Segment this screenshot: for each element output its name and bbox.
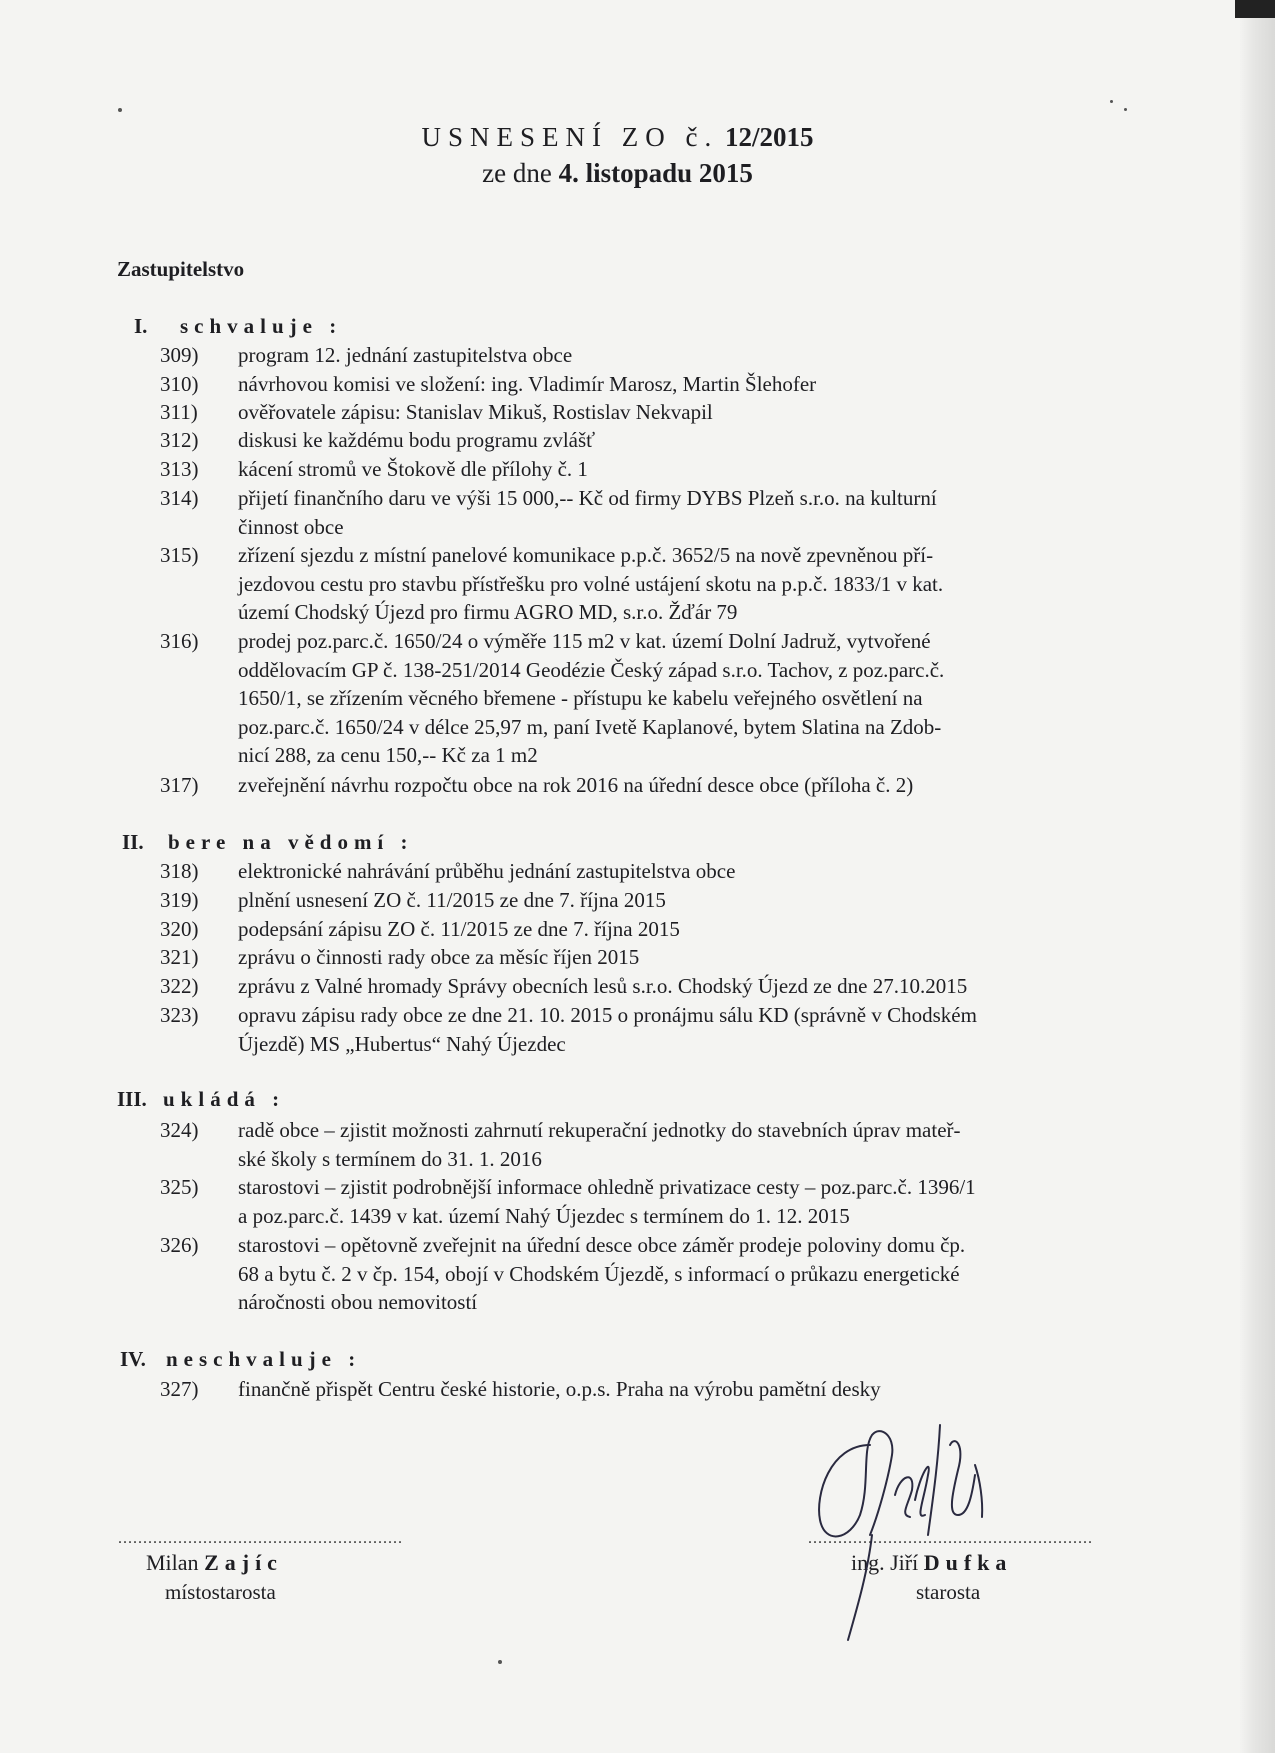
resolution-item xyxy=(160,341,1160,370)
item-number: 316) xyxy=(160,629,199,653)
item-text: plnění usnesení ZO č. 11/2015 ze dne 7. října 2015 xyxy=(238,888,666,912)
resolution-item xyxy=(160,915,1160,944)
signatory-last-name: Dufka xyxy=(923,1550,1013,1575)
item-number: 313) xyxy=(160,457,199,481)
section-label: ukládá : xyxy=(163,1087,286,1111)
resolution-item xyxy=(160,886,1160,915)
signature-line-left: ......................................................... xyxy=(118,1530,403,1547)
item-number: 326) xyxy=(160,1233,199,1257)
resolution-item xyxy=(160,370,1160,399)
section-heading xyxy=(122,830,414,855)
scan-corner-mark xyxy=(1235,0,1275,18)
resolution-item xyxy=(160,1001,1160,1058)
resolution-item xyxy=(160,426,1160,455)
section-numeral: III. xyxy=(117,1087,147,1111)
item-text: návrhovou komisi ve složení: ing. Vladimír Marosz, Martin Šlehofer xyxy=(238,372,817,396)
item-number: 310) xyxy=(160,372,199,396)
resolution-item xyxy=(160,541,1160,627)
section-numeral: I. xyxy=(134,314,148,338)
item-text: opravu zápisu rady obce ze dne 21. 10. 2015 o pronájmu sálu KD (správně v Chodském Újezdě) MS „Hubertus“ Nahý Újezdec xyxy=(238,1003,977,1056)
item-text: zveřejnění návrhu rozpočtu obce na rok 2016 na úřední desce obce (příloha č. 2) xyxy=(238,773,914,797)
item-number: 321) xyxy=(160,945,199,969)
resolution-item xyxy=(160,1231,1160,1317)
item-text: starostovi – zjistit podrobnější informace ohledně privatizace cesty – poz.parc.č. 1396/1 a poz.parc.č. 1439 v kat. území Nahý Újezdec s termínem do 1. 12. 2015 xyxy=(238,1175,976,1228)
date-value: 4. listopadu 2015 xyxy=(558,158,753,188)
resolution-item xyxy=(160,771,1160,800)
resolution-item xyxy=(160,857,1160,886)
item-text: diskusi ke každému bodu programu zvlášť xyxy=(238,428,596,452)
section-label: schvaluje : xyxy=(180,314,343,338)
section-heading xyxy=(117,1087,285,1112)
scan-speck xyxy=(498,1660,502,1664)
item-number: 315) xyxy=(160,543,199,567)
item-text: program 12. jednání zastupitelstva obce xyxy=(238,343,573,367)
item-number: 327) xyxy=(160,1377,199,1401)
scan-speck xyxy=(1110,100,1113,103)
item-number: 317) xyxy=(160,773,199,797)
resolution-item xyxy=(160,1116,1160,1173)
council-heading: Zastupitelstvo xyxy=(117,257,245,281)
item-text: zřízení sjezdu z místní panelové komunikace p.p.č. 3652/5 na nově zpevněnou pří- jezdovou cestu pro stavbu přístřešku pro volné ustájení skotu na p.p.č. 1833/1 v kat. území Chodský Újezd pro firmu AGRO MD, s.r.o. Žďár 79 xyxy=(238,543,944,624)
section-heading xyxy=(134,314,342,339)
item-text: zprávu z Valné hromady Správy obecních lesů s.r.o. Chodský Újezd ze dne 27.10.2015 xyxy=(238,974,968,998)
section-label: neschvaluje : xyxy=(166,1347,362,1371)
resolution-item xyxy=(160,1375,1160,1404)
item-text: zprávu o činnosti rady obce za měsíc říjen 2015 xyxy=(238,945,640,969)
resolution-item xyxy=(160,484,1160,541)
signatory-first-name: ing. Jiří xyxy=(851,1550,919,1575)
scan-speck xyxy=(1124,108,1127,111)
item-text: přijetí finančního daru ve výši 15 000,-- Kč od firmy DYBS Plzeň s.r.o. na kulturní činnost obce xyxy=(238,486,937,539)
item-text: starostovi – opětovně zveřejnit na úřední desce obce záměr prodeje poloviny domu čp. 68 a bytu č. 2 v čp. 154, obojí v Chodském Újezdě, s informací o průkazu energetické náročnosti obou nemovitostí xyxy=(238,1233,966,1314)
item-number: 324) xyxy=(160,1118,199,1142)
handwritten-signature xyxy=(800,1405,1060,1645)
section-numeral: IV. xyxy=(120,1347,146,1371)
item-text: kácení stromů ve Štokově dle přílohy č. 1 xyxy=(238,457,588,481)
scan-speck xyxy=(118,108,122,112)
item-number: 320) xyxy=(160,917,199,941)
item-number: 322) xyxy=(160,974,199,998)
signatory-first-name: Milan xyxy=(146,1550,199,1575)
scan-edge-shadow xyxy=(1239,0,1275,1753)
item-text: ověřovatele zápisu: Stanislav Mikuš, Rostislav Nekvapil xyxy=(238,400,713,424)
signatory-right-role: starosta xyxy=(916,1580,981,1604)
item-text: radě obce – zjistit možnosti zahrnutí rekuperační jednotky do stavebních úprav mateř- ské školy s termínem do 31. 1. 2016 xyxy=(238,1118,961,1171)
section-numeral: II. xyxy=(122,830,144,854)
title-number: 12/2015 xyxy=(724,122,814,152)
signatory-last-name: Zajíc xyxy=(204,1550,283,1575)
resolution-date xyxy=(0,158,1235,189)
section-label: bere na vědomí : xyxy=(168,830,414,854)
item-text: podepsání zápisu ZO č. 11/2015 ze dne 7. října 2015 xyxy=(238,917,680,941)
date-prefix: ze dne xyxy=(482,158,552,188)
resolution-item xyxy=(160,627,1160,770)
resolution-title xyxy=(0,122,1235,153)
item-text: finančně přispět Centru české historie, o.p.s. Praha na výrobu pamětní desky xyxy=(238,1377,881,1401)
section-heading xyxy=(120,1347,361,1372)
item-number: 319) xyxy=(160,888,199,912)
item-number: 318) xyxy=(160,859,199,883)
item-number: 314) xyxy=(160,486,199,510)
item-text: prodej poz.parc.č. 1650/24 o výměře 115 m2 v kat. území Dolní Jadruž, vytvořené oddělovacím GP č. 138-251/2014 Geodézie Český západ s.r.o. Tachov, z poz.parc.č. 1650/1, se zřízením věcného břemene - přístupu ke kabelu veřejného osvětlení na poz.parc.č. 1650/24 v délce 25,97 m, paní Ivetě Kaplanové, bytem Slatina na Zdob- nicí 288, za cenu 150,-- Kč za 1 m2 xyxy=(238,629,945,767)
resolution-item xyxy=(160,943,1160,972)
item-number: 323) xyxy=(160,1003,199,1027)
item-number: 325) xyxy=(160,1175,199,1199)
item-number: 312) xyxy=(160,428,199,452)
resolution-item xyxy=(160,972,1160,1001)
signature-line-right: ......................................................... xyxy=(808,1530,1093,1547)
item-text: elektronické nahrávání průběhu jednání zastupitelstva obce xyxy=(238,859,736,883)
title-prefix: USNESENÍ ZO č. xyxy=(421,122,719,152)
resolution-item xyxy=(160,398,1160,427)
item-number: 309) xyxy=(160,343,199,367)
signatory-left xyxy=(146,1550,283,1576)
item-number: 311) xyxy=(160,400,198,424)
resolution-item xyxy=(160,455,1160,484)
resolution-item xyxy=(160,1173,1160,1230)
signatory-left-role: místostarosta xyxy=(165,1580,276,1604)
